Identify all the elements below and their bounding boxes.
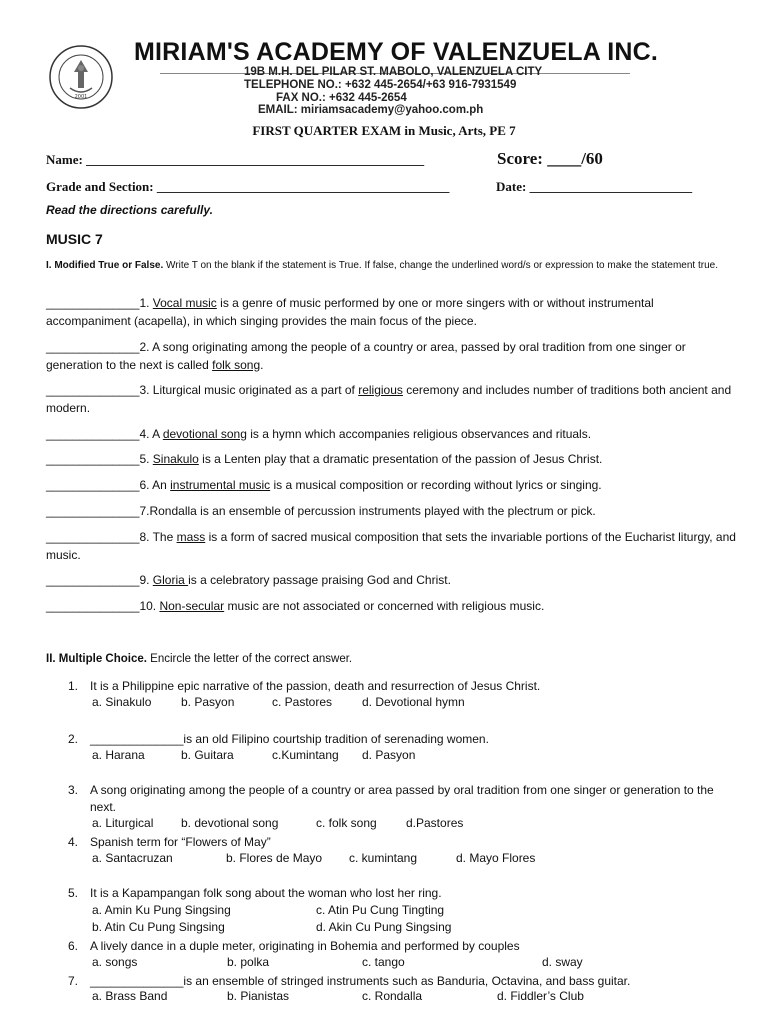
answer-option[interactable]: c.Kumintang <box>272 748 339 762</box>
item-number: 7. <box>139 504 150 518</box>
answer-option[interactable]: a. Liturgical <box>92 816 154 830</box>
school-fax: FAX NO.: +632 445-2654 <box>276 92 407 104</box>
answer-option[interactable]: a. Santacruzan <box>92 851 173 865</box>
answer-option[interactable]: c. folk song <box>316 816 377 830</box>
item-text: music are not associated or concerned with religious music. <box>224 599 545 613</box>
tf-item <box>46 451 736 469</box>
underlined-term: Non-secular <box>159 599 225 613</box>
item-text: is a celebratory passage praising God and Christ. <box>188 573 451 587</box>
answer-option[interactable]: b. polka <box>227 955 270 969</box>
question-number: 4. <box>68 835 79 849</box>
item-text: Liturgical music originated as a part of <box>152 383 359 397</box>
part2-instructions <box>46 653 352 665</box>
answer-option[interactable]: c. kumintang <box>349 851 418 865</box>
answer-option[interactable]: d. Akin Cu Pung Singsing <box>316 920 452 934</box>
date-field[interactable]: Date: _________________________ <box>496 179 693 194</box>
answer-option[interactable]: a. Amin Ku Pung Singsing <box>92 903 231 917</box>
item-text: Rondalla is an ensemble of percussion instruments played with the plectrum or pick. <box>149 504 596 518</box>
question-text: ______________is an ensemble of stringed instruments such as Banduria, Octavina, and bass guitar. <box>90 974 631 988</box>
item-number: 3. <box>139 383 153 397</box>
item-number: 10. <box>139 599 160 613</box>
answer-option[interactable]: b. Flores de Mayo <box>226 851 323 865</box>
part2-instruction-text: Encircle the letter of the correct answer. <box>146 653 353 665</box>
item-text: is a Lenten play that a dramatic presentation of the passion of Jesus Christ. <box>198 452 603 466</box>
tf-item <box>46 572 736 590</box>
directions: Read the directions carefully. <box>46 203 213 217</box>
score-field: Score: ____/60 <box>497 149 603 168</box>
item-text: . <box>260 357 264 372</box>
underlined-term: Gloria <box>152 573 189 587</box>
underlined-term: religious <box>358 383 403 397</box>
item-text: is a hymn which accompanies religious observances and rituals. <box>246 427 592 441</box>
underlined-term: instrumental music <box>170 478 271 492</box>
school-email: EMAIL: miriamsacademy@yahoo.com.ph <box>258 104 484 116</box>
underlined-term: mass <box>176 530 206 544</box>
item-text: is a genre of music performed by one or more singers with or without instrumental accompaniment (acapella), in which singing provides the main focus of the piece. <box>46 296 654 328</box>
item-number: 2. <box>139 340 153 354</box>
answer-option[interactable]: a. Brass Band <box>92 989 168 1003</box>
part1-heading: I. Modified True or False. <box>46 260 164 271</box>
tf-item <box>46 295 736 330</box>
answer-option[interactable]: a. songs <box>92 955 138 969</box>
item-text: A <box>152 427 163 441</box>
item-number: 1. <box>139 296 153 310</box>
answer-blank[interactable]: ______________ <box>46 573 140 587</box>
answer-option[interactable]: b. Atin Cu Pung Singsing <box>92 920 225 934</box>
question-number: 7. <box>68 974 79 988</box>
item-number: 8. <box>139 530 153 544</box>
underlined-term: Vocal music <box>152 296 217 310</box>
underlined-term: Sinakulo <box>152 452 199 466</box>
answer-option[interactable]: a. Harana <box>92 748 145 762</box>
school-telephone: TELEPHONE NO.: +632 445-2654/+63 916-7931549 <box>244 79 517 91</box>
answer-option[interactable]: d. Devotional hymn <box>362 695 465 709</box>
exam-title: FIRST QUARTER EXAM in Music, Arts, PE 7 <box>252 123 516 138</box>
item-text: The <box>152 530 177 544</box>
part1-instruction-text: Write T on the blank if the statement is True. If false, change the underlined word/s or expression to make the statement true. <box>163 260 718 271</box>
item-text: An <box>152 478 171 492</box>
answer-blank[interactable]: ______________ <box>46 452 140 466</box>
answer-option[interactable]: d. Pasyon <box>362 748 416 762</box>
question-text: It is a Philippine epic narrative of the passion, death and resurrection of Jesus Christ. <box>90 679 541 693</box>
name-field[interactable]: Name: ____________________________________________________ <box>46 152 425 167</box>
grade-section-field[interactable]: Grade and Section: _____________________________________________ <box>46 179 450 194</box>
item-number: 5. <box>139 452 153 466</box>
tf-item <box>46 426 736 444</box>
answer-option[interactable]: d.Pastores <box>406 816 464 830</box>
answer-option[interactable]: c. Atin Pu Cung Tingting <box>316 903 445 917</box>
question-text: A lively dance in a duple meter, originating in Bohemia and performed by couples <box>90 939 520 953</box>
question-number: 2. <box>68 732 79 746</box>
part1-instructions <box>46 259 726 272</box>
answer-blank[interactable]: ______________ <box>46 504 140 518</box>
tf-item <box>46 382 736 417</box>
item-text: A song originating among the people of a country or area, passed by oral tradition from one singer or generation to the next is called <box>46 340 686 372</box>
answer-option[interactable]: d. Fiddler’s Club <box>497 989 584 1003</box>
tf-item <box>46 503 736 521</box>
question-text: Spanish term for “Flowers of May” <box>90 835 271 849</box>
question-number: 5. <box>68 886 79 900</box>
answer-blank[interactable]: ______________ <box>46 340 140 354</box>
underlined-term: devotional song <box>162 427 247 441</box>
school-name: MIRIAM'S ACADEMY OF VALENZUELA INC. <box>134 38 659 66</box>
question-text: ______________is an old Filipino courtship tradition of serenading women. <box>90 732 489 746</box>
answer-option[interactable]: c. tango <box>362 955 405 969</box>
answer-option[interactable]: b. devotional song <box>181 816 279 830</box>
question-number: 1. <box>68 679 79 693</box>
answer-option[interactable]: b. Pianistas <box>227 989 290 1003</box>
answer-blank[interactable]: ______________ <box>46 296 140 310</box>
part2-heading: II. Multiple Choice. <box>46 653 147 665</box>
question-number: 3. <box>68 783 79 797</box>
item-number: 4. <box>139 427 153 441</box>
answer-option[interactable]: c. Rondalla <box>362 989 423 1003</box>
answer-blank[interactable]: ______________ <box>46 478 140 492</box>
item-number: 9. <box>139 573 153 587</box>
svg-text:2001: 2001 <box>74 94 88 100</box>
answer-blank[interactable]: ______________ <box>46 599 140 613</box>
tf-item <box>46 477 736 495</box>
tf-item <box>46 529 736 564</box>
item-text: ceremony and includes number of traditions both ancient and modern. <box>46 383 732 415</box>
answer-blank[interactable]: ______________ <box>46 427 140 441</box>
answer-option[interactable]: b. Guitara <box>181 748 234 762</box>
tf-item <box>46 598 736 616</box>
school-seal-logo <box>48 44 114 110</box>
answer-option[interactable]: c. Pastores <box>272 695 333 709</box>
school-address: 19B M.H. DEL PILAR ST. MABOLO, VALENZUELA CITY <box>244 66 543 78</box>
answer-option[interactable]: b. Pasyon <box>181 695 235 709</box>
answer-option[interactable]: a. Sinakulo <box>92 695 152 709</box>
question-text: A song originating among the people of a country or area passed by oral tradition from one singer or generation to the next. <box>90 783 714 814</box>
answer-option[interactable]: d. sway <box>542 955 583 969</box>
question-number: 6. <box>68 939 79 953</box>
underlined-term: folk song <box>212 357 261 372</box>
answer-blank[interactable]: ______________ <box>46 530 140 544</box>
item-text: is a form of sacred musical composition that sets the invariable portions of the Eucharist liturgy, and music. <box>46 530 736 562</box>
section-heading-music: MUSIC 7 <box>46 231 103 247</box>
question-text: It is a Kapampangan folk song about the woman who lost her ring. <box>90 886 442 900</box>
answer-blank[interactable]: ______________ <box>46 383 140 397</box>
tf-item <box>46 339 736 374</box>
item-number: 6. <box>139 478 153 492</box>
answer-option[interactable]: d. Mayo Flores <box>456 851 536 865</box>
item-text: is a musical composition or recording without lyrics or singing. <box>270 478 602 492</box>
